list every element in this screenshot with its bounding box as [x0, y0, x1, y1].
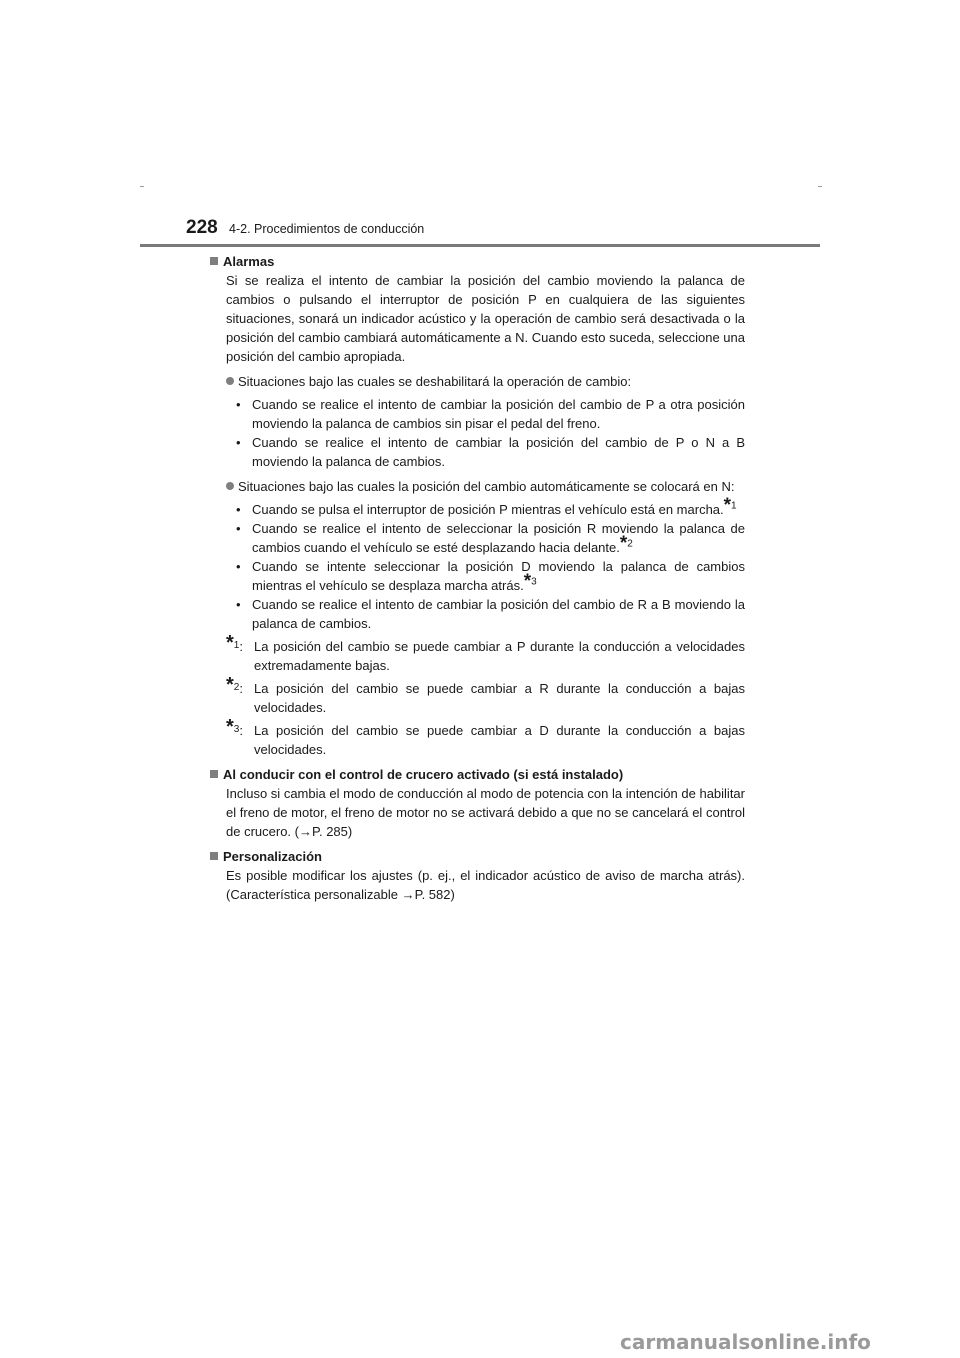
- list-item: [236, 557, 745, 595]
- list-item: [236, 519, 745, 557]
- section-title: 4-2. Procedimientos de conducción: [229, 222, 425, 236]
- bullet-list-2: [236, 495, 745, 633]
- section-heading: [210, 847, 745, 866]
- group-title: Situaciones bajo las cuales la posición del cambio automáticamente se colocará en N:: [238, 479, 735, 494]
- header-rule: [140, 244, 820, 247]
- footnote-mark: *$^1$:: [226, 632, 243, 654]
- bullet-list-1: [236, 395, 745, 471]
- list-item-text: Cuando se realice el intento de seleccionar la posición R moviendo la palanca de cambios cuando el vehículo se esté desplazando hacia delante.*$^2$: [252, 521, 745, 555]
- watermark: carmanualsonline.info: [620, 1330, 871, 1354]
- bullet-dot: •: [236, 597, 241, 612]
- personalizacion-text: Es posible modificar los ajustes (p. ej., el indicador acústico de aviso de marcha atrás). (Característica personalizable →P. 582): [226, 868, 745, 902]
- bullet-dot: •: [236, 559, 241, 574]
- crop-mark-right: [818, 186, 822, 187]
- footnote-text: La posición del cambio se puede cambiar a R durante la conducción a bajas velocidades.: [254, 681, 745, 715]
- crucero-text: Incluso si cambia el modo de conducción al modo de potencia con la intención de habilitar el freno de motor, el freno de motor no se activará debido a que no se cancelará el control de crucero. (→P. 285): [226, 786, 745, 839]
- heading-text: Alarmas: [223, 254, 275, 269]
- footnote-mark: *$^2$:: [226, 674, 243, 696]
- circle-bullet-icon: [226, 482, 234, 490]
- section-heading: [210, 252, 745, 271]
- page-header: [140, 216, 820, 248]
- heading-text: Al conducir con el control de crucero activado (si está instalado): [223, 767, 624, 782]
- list-item: [236, 433, 745, 471]
- footnote-star: *: [723, 495, 732, 516]
- circle-bullet-icon: [226, 377, 234, 385]
- footnote-ref: 3: [531, 576, 537, 588]
- alarmas-intro: Si se realiza el intento de cambiar la posición del cambio moviendo la palanca de cambios o pulsando el interruptor de posición P en cualquiera de las siguientes situaciones, sonará un indicador acústico y la operación de cambio será desactivada o la posición del cambio cambiará automáticamente a N. Cuando esto suceda, seleccione una posición del cambio apropiada.: [226, 273, 745, 364]
- footnote-text: La posición del cambio se puede cambiar a D durante la conducción a bajas velocidades.: [254, 723, 745, 757]
- footnote-ref: 2: [627, 538, 633, 550]
- list-item-text: Cuando se realice el intento de cambiar la posición del cambio de P o N a B moviendo la palanca de cambios.: [252, 435, 745, 469]
- list-item-text: Cuando se intente seleccionar la posición D moviendo la palanca de cambios mientras el vehículo se desplaza marcha atrás.*$^3$: [252, 559, 745, 593]
- list-item-text: Cuando se realice el intento de cambiar la posición del cambio de R a B moviendo la palanca de cambios.: [252, 597, 745, 631]
- page-number: 228: [186, 217, 218, 238]
- section-personalizacion: [210, 847, 745, 904]
- footnote-3: [226, 716, 745, 759]
- bullet-dot: •: [236, 435, 241, 450]
- square-bullet-icon: [210, 257, 218, 265]
- section-heading: [210, 765, 745, 784]
- section-crucero: [210, 765, 745, 841]
- footnote-star: *: [619, 533, 628, 554]
- list-item-text: Cuando se realice el intento de cambiar la posición del cambio de P a otra posición moviendo la palanca de cambios sin pisar el pedal del freno.: [252, 397, 745, 431]
- page-content: [210, 252, 745, 910]
- list-item-text: Cuando se pulsa el interruptor de posición P mientras el vehículo está en marcha.*$^1$: [252, 495, 737, 517]
- crop-mark-left: [140, 186, 144, 187]
- square-bullet-icon: [210, 852, 218, 860]
- list-item: [236, 395, 745, 433]
- bullet-dot: •: [236, 502, 241, 517]
- section-alarmas: [210, 252, 745, 759]
- footnote-mark: *$^3$:: [226, 716, 243, 738]
- footnote-star: *: [523, 571, 532, 592]
- bullet-dot: •: [236, 397, 241, 412]
- footnote-text: La posición del cambio se puede cambiar a P durante la conducción a velocidades extremadamente bajas.: [254, 639, 745, 673]
- footnote-ref: 1: [731, 500, 737, 512]
- bullet-dot: •: [236, 521, 241, 536]
- list-item: [236, 495, 745, 519]
- footnote-1: [226, 632, 745, 675]
- footnote-2: [226, 674, 745, 717]
- heading-text: Personalización: [223, 849, 322, 864]
- list-item: [236, 595, 745, 633]
- group-title: Situaciones bajo las cuales se deshabilitará la operación de cambio:: [238, 374, 632, 389]
- situation-group-2: [226, 477, 745, 496]
- situation-group-1: [226, 372, 745, 391]
- square-bullet-icon: [210, 770, 218, 778]
